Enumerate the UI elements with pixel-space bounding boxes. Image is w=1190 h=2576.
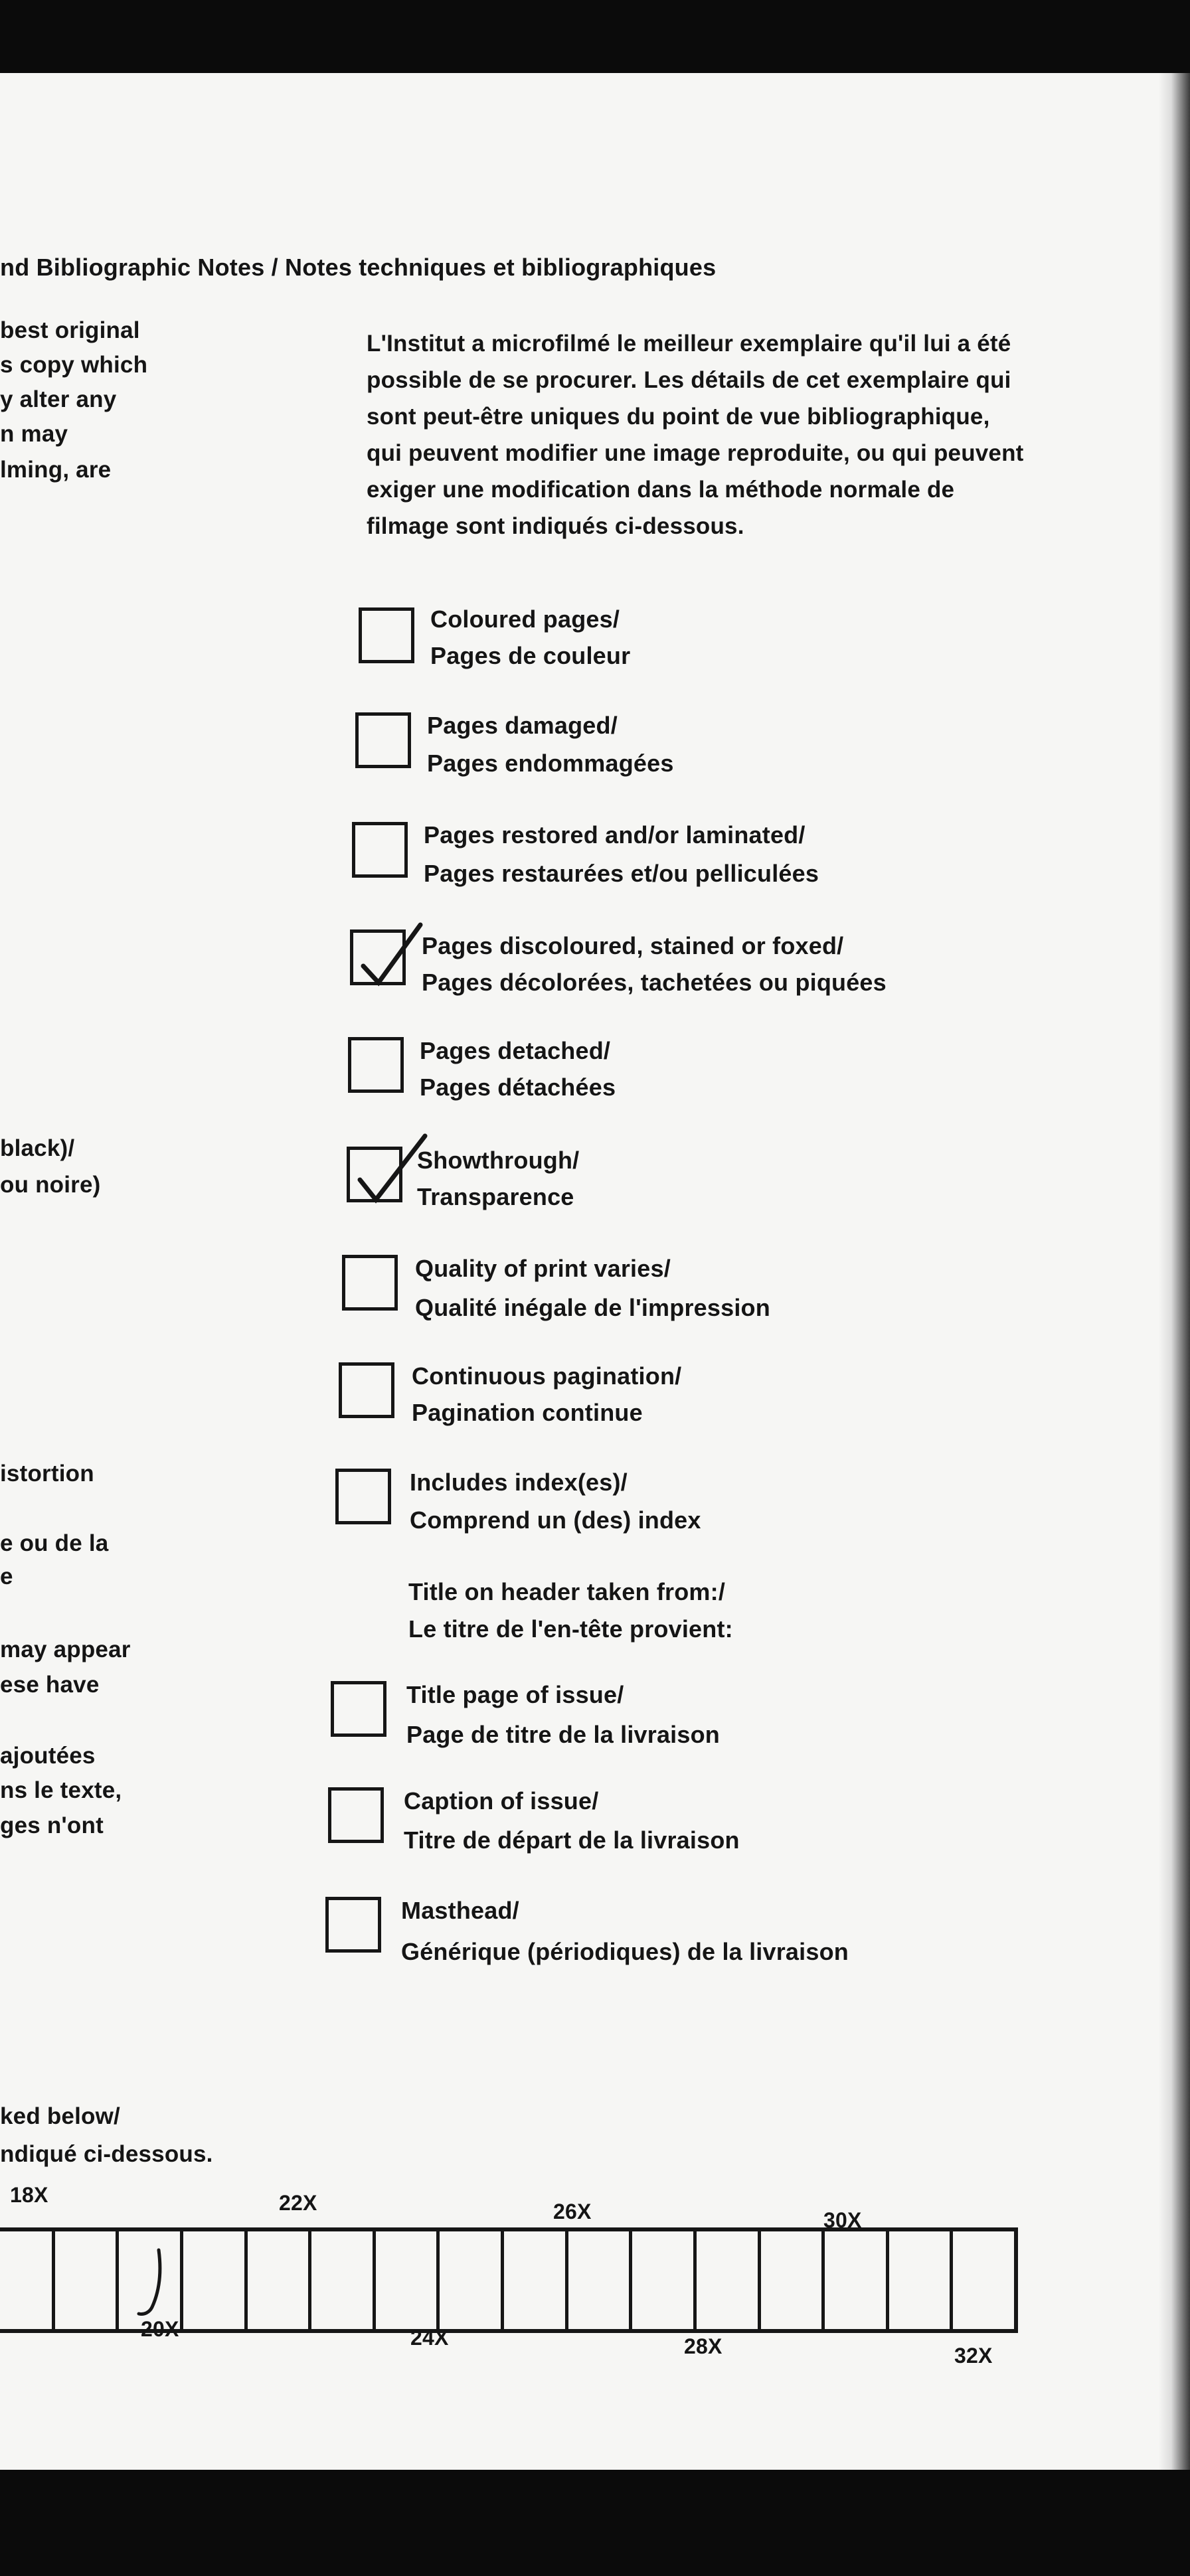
checkbox-includes-index[interactable] bbox=[335, 1469, 391, 1524]
checkbox-pages-detached[interactable] bbox=[348, 1037, 404, 1093]
scale-cell[interactable] bbox=[825, 2231, 889, 2329]
item-en: Continuous pagination/ bbox=[412, 1362, 682, 1390]
left-fragment: best original bbox=[0, 317, 140, 343]
title-header-fr: Le titre de l'en-tête provient: bbox=[408, 1615, 733, 1643]
scale-cell[interactable] bbox=[889, 2231, 954, 2329]
left-fragment: ou noire) bbox=[0, 1172, 101, 1198]
checkbox-caption-of-issue[interactable] bbox=[328, 1787, 384, 1843]
scale-cell[interactable] bbox=[697, 2231, 761, 2329]
item-en: Showthrough/ bbox=[417, 1147, 580, 1174]
item-fr: Générique (périodiques) de la livraison bbox=[401, 1938, 849, 1965]
checkbox-coloured-pages[interactable] bbox=[359, 607, 414, 663]
scale-cell[interactable] bbox=[183, 2231, 248, 2329]
item-en: Caption of issue/ bbox=[404, 1787, 599, 1814]
item-en: Pages discoloured, stained or foxed/ bbox=[422, 932, 844, 959]
scale-cell[interactable] bbox=[0, 2231, 55, 2329]
footer-note-line1: ked below/ bbox=[0, 2103, 120, 2129]
item-en: Pages detached/ bbox=[420, 1037, 611, 1064]
left-fragment: ajoutées bbox=[0, 1743, 96, 1769]
scale-label-bottom: 20X bbox=[141, 2317, 179, 2341]
left-fragment: y alter any bbox=[0, 386, 117, 412]
scale-label-bottom: 28X bbox=[684, 2334, 722, 2358]
scale-cell[interactable] bbox=[632, 2231, 697, 2329]
left-fragment: ns le texte, bbox=[0, 1777, 122, 1803]
item-en: Title page of issue/ bbox=[406, 1681, 624, 1708]
scale-cell[interactable] bbox=[504, 2231, 568, 2329]
scale-cell[interactable] bbox=[248, 2231, 312, 2329]
left-fragment: ese have bbox=[0, 1672, 100, 1698]
scale-label-bottom: 32X bbox=[954, 2344, 993, 2368]
scale-cell[interactable] bbox=[55, 2231, 120, 2329]
scale-cell-marked[interactable] bbox=[119, 2231, 183, 2329]
checkbox-title-page-of-issue[interactable] bbox=[331, 1681, 386, 1737]
scale-cell[interactable] bbox=[568, 2231, 633, 2329]
scale-cell[interactable] bbox=[761, 2231, 825, 2329]
left-fragment: ges n'ont bbox=[0, 1812, 104, 1838]
intro-paragraph: L'Institut a microfilmé le meilleur exemplaire qu'il lui a été possible de se procurer. Les détails de cet exemplaire qui sont peut-être uniques du point de vue bibliographique, qui peuvent modifier une image reproduite, ou qui peuvent exiger une modification dans la méthode normale de filmage sont indiqués ci-dessous. bbox=[367, 331, 1024, 539]
scale-label-top: 18X bbox=[10, 2183, 48, 2207]
left-fragment: may appear bbox=[0, 1637, 131, 1662]
item-fr: Pages décolorées, tachetées ou piquées bbox=[422, 969, 887, 996]
item-fr: Pages de couleur bbox=[430, 642, 631, 669]
item-fr: Qualité inégale de l'impression bbox=[415, 1294, 770, 1321]
scale-cell[interactable] bbox=[311, 2231, 376, 2329]
checkbox-quality-of-print[interactable] bbox=[342, 1255, 398, 1311]
left-fragment: black)/ bbox=[0, 1135, 75, 1161]
scale-label-top: 26X bbox=[553, 2200, 592, 2223]
item-fr: Comprend un (des) index bbox=[410, 1506, 701, 1534]
checkbox-continuous-pagination[interactable] bbox=[339, 1362, 394, 1418]
item-en: Quality of print varies/ bbox=[415, 1255, 671, 1282]
left-fragment: istortion bbox=[0, 1461, 94, 1487]
scale-label-bottom: 24X bbox=[410, 2326, 449, 2350]
item-fr: Pagination continue bbox=[412, 1399, 643, 1426]
footer-note-line2: ndiqué ci-dessous. bbox=[0, 2141, 213, 2167]
item-en: Includes index(es)/ bbox=[410, 1469, 628, 1496]
item-fr: Pages détachées bbox=[420, 1074, 616, 1101]
item-en: Pages restored and/or laminated/ bbox=[424, 821, 806, 848]
title-header-en: Title on header taken from:/ bbox=[408, 1578, 726, 1605]
left-fragment: n may bbox=[0, 421, 68, 447]
checkbox-masthead[interactable] bbox=[325, 1897, 381, 1953]
checkbox-pages-damaged[interactable] bbox=[355, 712, 411, 768]
left-fragment: s copy which bbox=[0, 352, 148, 378]
item-fr: Pages endommagées bbox=[427, 750, 674, 777]
scale-cell[interactable] bbox=[953, 2231, 1014, 2329]
item-fr: Transparence bbox=[417, 1183, 574, 1210]
item-en: Pages damaged/ bbox=[427, 712, 618, 739]
checkbox-pages-restored[interactable] bbox=[352, 822, 408, 878]
checkmark-icon bbox=[355, 920, 428, 993]
left-fragment: e ou de la bbox=[0, 1530, 109, 1556]
item-fr: Titre de départ de la livraison bbox=[404, 1826, 740, 1854]
item-fr: Page de titre de la livraison bbox=[406, 1721, 720, 1748]
item-fr: Pages restaurées et/ou pelliculées bbox=[424, 860, 819, 887]
left-fragment: e bbox=[0, 1564, 13, 1589]
scale-label-top: 30X bbox=[823, 2208, 862, 2232]
scale-cell[interactable] bbox=[376, 2231, 440, 2329]
item-en: Coloured pages/ bbox=[430, 605, 620, 633]
page-edge-shadow bbox=[1159, 73, 1190, 2470]
item-en: Masthead/ bbox=[401, 1897, 519, 1924]
left-fragment: lming, are bbox=[0, 457, 112, 483]
scale-cell[interactable] bbox=[440, 2231, 504, 2329]
pen-mark-icon bbox=[132, 2243, 172, 2323]
scale-label-top: 22X bbox=[279, 2191, 317, 2215]
page-heading: nd Bibliographic Notes / Notes techniques et bibliographiques bbox=[0, 254, 717, 281]
